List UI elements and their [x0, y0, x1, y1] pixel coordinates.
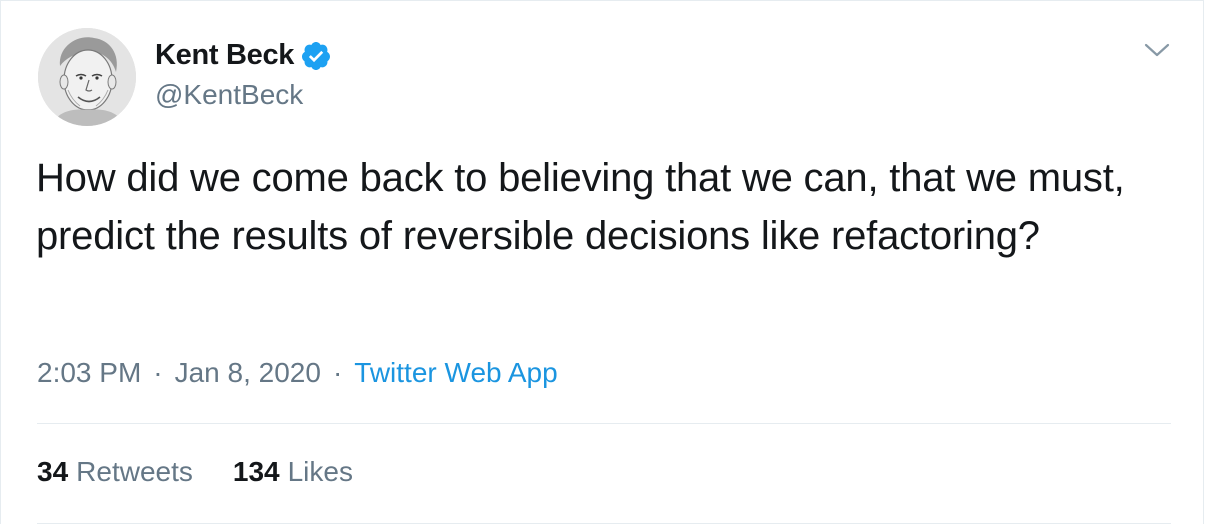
divider [37, 523, 1171, 524]
likes-count: 134 [232, 456, 280, 487]
tweet-source-link[interactable]: Twitter Web App [354, 357, 558, 388]
chevron-down-icon[interactable] [1143, 39, 1171, 61]
retweets-count: 34 [37, 456, 69, 487]
tweet-text: How did we come back to believing that we can, that we must, predict the results of reversible decisions like refactoring? [36, 156, 1125, 258]
avatar[interactable] [38, 28, 136, 126]
tweet-date[interactable]: Jan 8, 2020 [174, 357, 321, 388]
meta-separator: · [153, 357, 163, 388]
tweet-time[interactable]: 2:03 PM [37, 357, 142, 388]
author-handle[interactable]: @KentBeck [155, 79, 304, 110]
divider [37, 423, 1171, 424]
retweets-stat[interactable] [37, 456, 193, 488]
author-display-name[interactable]: Kent Beck [155, 39, 295, 71]
author-name-row [155, 39, 332, 72]
retweets-label: Retweets [76, 456, 193, 487]
verified-badge-icon [300, 40, 332, 72]
meta-separator: · [332, 357, 343, 388]
avatar-portrait-icon [38, 28, 136, 126]
likes-stat[interactable] [233, 456, 353, 488]
tweet-meta [37, 357, 558, 389]
likes-label: Likes [287, 456, 353, 487]
tweet-stats [37, 456, 393, 488]
